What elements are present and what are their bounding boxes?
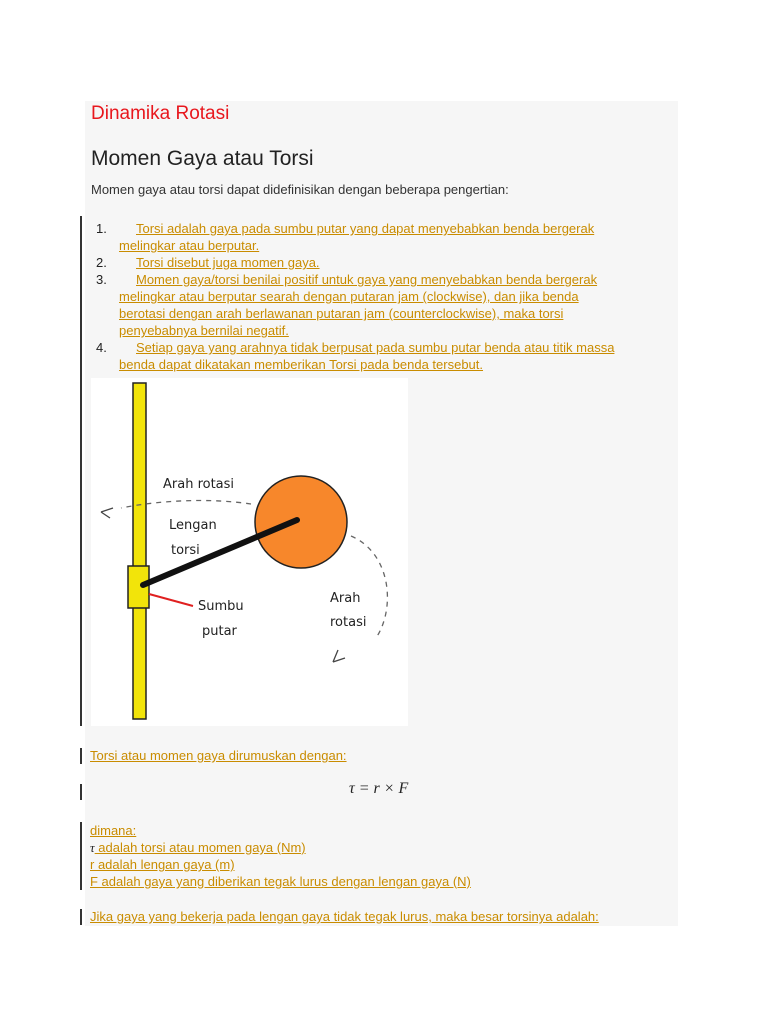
arrowhead-down-icon: [333, 650, 345, 662]
quote-bar: [80, 822, 82, 890]
label-arah-rotasi-top: Arah rotasi: [163, 477, 235, 492]
list-item-link[interactable]: Momen gaya/torsi benilai positif untuk gaya yang menyebabkan benda bergerak: [136, 272, 598, 287]
label-lengan: Lengan: [169, 518, 217, 533]
torque-formula: τ = r × F: [349, 780, 409, 797]
page-title: Dinamika Rotasi: [91, 103, 230, 124]
definition-list: [96, 220, 676, 373]
quote-bar: [80, 216, 82, 726]
list-item: 4. Setiap gaya yang arahnya tidak berpusat pada sumbu putar benda atau titik massa benda dapat dikatakan memberikan Torsi pada benda tersebut.: [96, 340, 615, 372]
variable-definitions: [90, 822, 471, 890]
tau-definition-link[interactable]: adalah torsi atau momen gaya (Nm): [94, 840, 306, 855]
list-item: 1. Torsi adalah gaya pada sumbu putar yang dapat menyebabkan benda bergerak melingkar atau berputar.: [96, 221, 595, 253]
list-item-link[interactable]: penyebabnya bernilai negatif.: [119, 323, 289, 338]
label-sumbu: Sumbu: [198, 599, 244, 614]
list-item-link[interactable]: Torsi adalah gaya pada sumbu putar yang dapat menyebabkan benda bergerak: [136, 221, 595, 236]
list-item: 3. Momen gaya/torsi benilai positif untuk gaya yang menyebabkan benda bergerak melingkar atau berputar searah dengan putaran jam (clockwise), dan jika benda berotasi dengan arah berlawanan putaran jam (counterclockwise), maka torsi penyebabnya bernilai negatif.: [96, 272, 598, 338]
dimana-link[interactable]: dimana:: [90, 823, 137, 838]
torque-illustration: [91, 378, 408, 726]
quote-bar: [80, 909, 82, 925]
label-rotasi: rotasi: [330, 615, 367, 630]
closing-link[interactable]: Jika gaya yang bekerja pada lengan gaya tidak tegak lurus, maka besar torsinya adalah:: [90, 909, 599, 924]
rotation-axis-pole: [133, 383, 146, 719]
list-item-link[interactable]: benda dapat dikatakan memberikan Torsi pada benda tersebut.: [119, 357, 484, 372]
r-definition-link[interactable]: r adalah lengan gaya (m): [90, 857, 235, 872]
quote-bar: [80, 748, 82, 764]
list-item-link[interactable]: melingkar atau berputar.: [119, 238, 260, 253]
label-putar: putar: [202, 624, 237, 639]
list-item-link[interactable]: Setiap gaya yang arahnya tidak berpusat pada sumbu putar benda atau titik massa: [136, 340, 615, 355]
list-item-link[interactable]: melingkar atau berputar searah dengan putaran jam (clockwise), dan jika benda: [119, 289, 579, 304]
label-torsi: torsi: [171, 543, 200, 558]
rotating-disc: [255, 476, 347, 568]
section-heading: Momen Gaya atau Torsi: [91, 147, 314, 170]
quote-bar: [80, 784, 82, 800]
list-item: 2. Torsi disebut juga momen gaya.: [96, 255, 320, 270]
axis-pointer: [149, 594, 193, 606]
label-arah: Arah: [330, 591, 361, 606]
formula-intro-link[interactable]: Torsi atau momen gaya dirumuskan dengan:: [90, 748, 347, 763]
f-definition-link[interactable]: F adalah gaya yang diberikan tegak lurus dengan lengan gaya (N): [90, 874, 471, 889]
arrowhead-left-icon: [101, 508, 113, 518]
list-item-link[interactable]: Torsi disebut juga momen gaya.: [136, 255, 320, 270]
intro-text: Momen gaya atau torsi dapat didefinisikan dengan beberapa pengertian:: [91, 182, 509, 197]
list-item-link[interactable]: berotasi dengan arah berlawanan putaran jam (counterclockwise), maka torsi: [119, 306, 564, 321]
tau-symbol: τ: [90, 840, 95, 855]
